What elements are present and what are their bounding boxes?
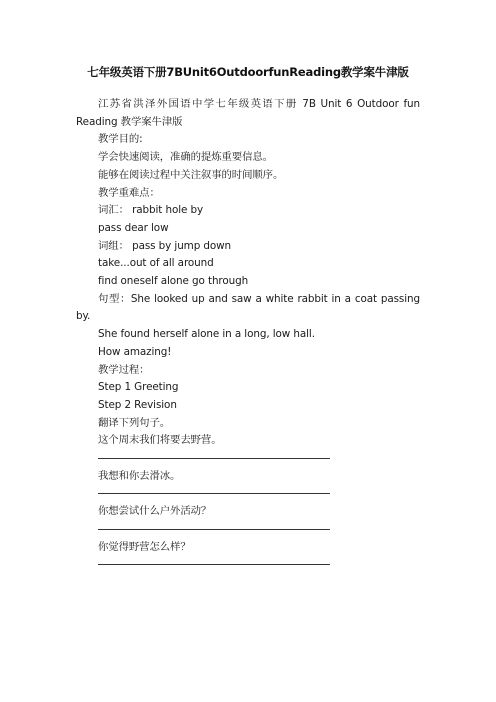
document-body	[76, 96, 420, 574]
text-line: She found herself alone in a long, low hall.	[98, 328, 315, 341]
step-line: Step 1 Greeting	[98, 381, 179, 394]
answer-blank-line	[98, 556, 330, 574]
text-line: 教学过程：	[98, 363, 150, 376]
phrase-line: take...out of all around	[98, 257, 214, 270]
vocabulary-line: 词汇： rabbit hole by	[98, 204, 204, 217]
step-line: Step 2 Revision	[98, 398, 177, 411]
answer-blank-line	[98, 521, 330, 539]
translation-prompt: 这个周末我们将要去野营。	[98, 434, 222, 447]
phrase-line: 词组： pass by jump down	[98, 239, 232, 252]
translation-prompt: 你觉得野营怎么样？	[98, 540, 191, 553]
text-line: 学会快速阅读，准确的提炼重要信息。	[98, 151, 273, 164]
translation-prompt: 我想和你去滑冰。	[98, 469, 181, 482]
text-line: 能够在阅读过程中关注叙事的时间顺序。	[98, 168, 284, 181]
sentence-pattern-paragraph: 句型：She looked up and saw a white rabbit in a coat passing by.	[76, 292, 420, 323]
answer-blank-line	[98, 485, 330, 503]
document-title: 七年级英语下册7BUnit6OutdoorfunReading教学案牛津版	[87, 65, 409, 79]
phrase-line: find oneself alone go through	[98, 275, 249, 288]
vocabulary-line: pass dear low	[98, 221, 169, 234]
answer-blank-line	[98, 450, 330, 468]
text-line: 翻译下列句子。	[98, 416, 171, 429]
text-line: 教学重难点：	[98, 186, 160, 199]
text-line: 教学目的:	[98, 133, 143, 146]
translation-prompt: 你想尝试什么户外活动？	[98, 505, 212, 518]
intro-paragraph: 江苏省洪泽外国语中学七年级英语下册 7B Unit 6 Outdoor fun Reading 教学案牛津版	[76, 98, 420, 128]
text-line: How amazing!	[98, 345, 172, 358]
